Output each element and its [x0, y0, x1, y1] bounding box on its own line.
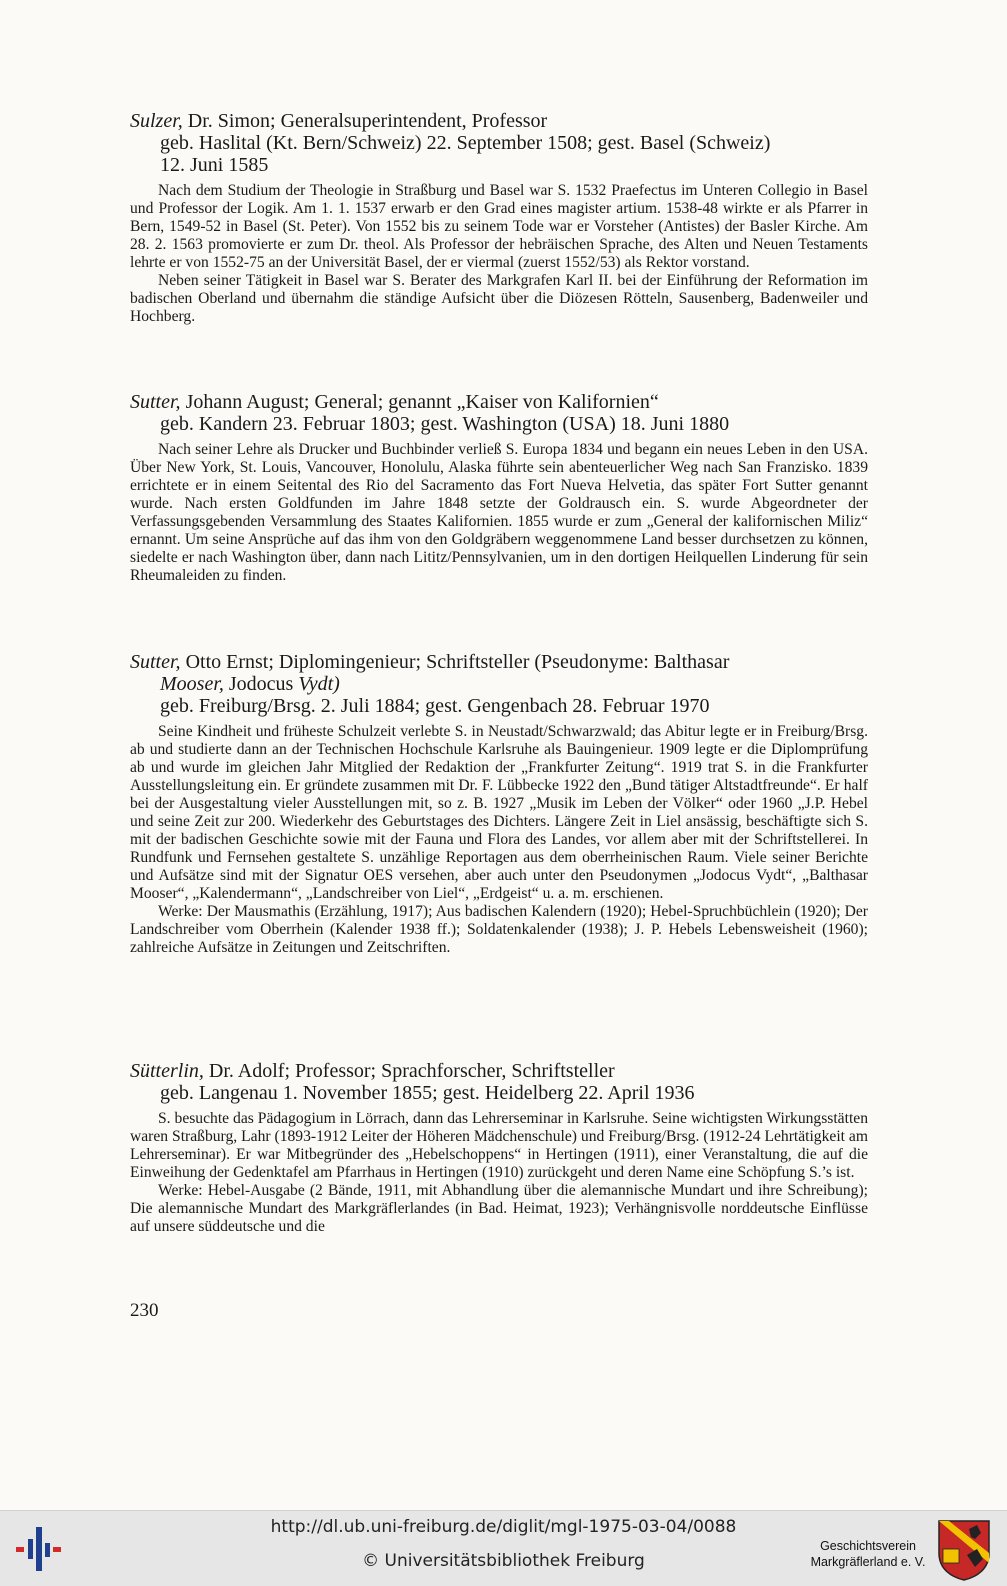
pseudonym-plain: Jodocus	[223, 673, 299, 695]
life-line: 12. Juni 1585	[160, 154, 269, 176]
entry-paragraph: Werke: Hebel-Ausgabe (2 Bände, 1911, mit Abhandlung über die alemannische Mundart und ihre Schreibung); Die alemannische Mundart des Markgräflerlandes (in Bad. Heimat, 1923); Verhängnisvolle norddeutsche Einflüsse auf unsere süddeutsche und die	[130, 1182, 868, 1235]
entry-heading	[130, 651, 868, 695]
society-line: Geschichtsverein	[820, 1539, 916, 1553]
entry-suetterlin	[130, 1060, 868, 1236]
pseudonym-italic: Vydt)	[298, 673, 340, 695]
entry-paragraph: Neben seiner Tätigkeit in Basel war S. Berater des Markgrafen Karl II. bei der Einführung der Reformation im badischen Oberland und übernahm die ständige Aufsicht über die Diözesen Rötteln, Sausenberg, Badenweiler und Hochberg.	[130, 272, 868, 325]
entry-paragraph: Seine Kindheit und früheste Schulzeit verlebte S. in Neustadt/Schwarzwald; das Abitur legte er in Freiburg/Brsg. ab und studierte dann an der Technischen Hochschule Karlsruhe als Bauingenieur. 1909 legte er die Diplomprüfung ab und wurde im gleichen Jahr Mitglied der Redaktion der „Frankfurter Zeitung“. 1919 trat S. in die Frankfurter Ausstellungsleitung ein. Er gründete zusammen mit Dr. F. Lübbecke 1922 den „Bund tätiger Altstadtfreunde“. Er half bei der Ausgestaltung vieler Ausstellungen mit, so z. B. 1927 „Musik im Leben der Völker“ oder 1960 „J.P. Hebel und seine Zeit zur 200. Wiederkehr des Geburtstages des Dichters. Längere Zeit in Liel ansässig, beschäftigte sich S. mit der badischen Geschichte sowie mit der Fauna und Flora des Landes, vor allem aber mit der Schriftstellerei. In Rundfunk und Fernsehen gestaltete S. unzählige Reportagen aus dem oberrheinischen Raum. Viele seiner Berichte und Aufsätze sind mit der Signatur OES versehen, aber auch unter den Pseudonymen „Jodocus Vydt“, „Balthasar Mooser“, „Kalendermann“, „Landschreiber von Liel“, „Erdgeist“ u. a. m. erschienen.	[130, 723, 868, 902]
entry-paragraph: Werke: Der Mausmathis (Erzählung, 1917); Aus badischen Kalendern (1920); Hebel-Spruchbüchlein (1920); Der Landschreiber vom Oberrhein (Kalender 1938 ff.); Soldatenkalender (1938); J. P. Hebels Lebensweisheit (1960); zahlreiche Aufsätze in Zeitungen und Zeitschriften.	[130, 903, 868, 956]
life-line: geb. Langenau 1. November 1855; gest. Heidelberg 22. April 1936	[160, 1082, 695, 1104]
page-number: 230	[130, 1300, 159, 1321]
entry-name: Sütterlin,	[130, 1060, 204, 1082]
life-line: geb. Haslital (Kt. Bern/Schweiz) 22. September 1508; gest. Basel (Schweiz)	[160, 132, 771, 154]
footer-url-link[interactable]: http://dl.ub.uni-freiburg.de/diglit/mgl-1975-03-04/0088	[270, 1517, 737, 1537]
entry-sulzer	[130, 110, 868, 326]
entry-heading	[130, 391, 868, 413]
entry-name: Sulzer,	[130, 110, 183, 132]
footer-bar	[0, 1510, 1007, 1586]
entry-title-continuation	[130, 673, 868, 695]
society-line: Markgräflerland e. V.	[810, 1555, 926, 1569]
entry-title: Otto Ernst; Diplomingenieur; Schriftsteller (Pseudonyme: Balthasar	[180, 651, 730, 673]
footer-copyright: © Universitätsbibliothek Freiburg	[362, 1551, 645, 1571]
entry-life-dates	[130, 695, 868, 717]
society-name	[808, 1538, 928, 1570]
entry-sutter-otto	[130, 651, 868, 957]
entry-title: Dr. Adolf; Professor; Sprachforscher, Schriftsteller	[203, 1060, 615, 1082]
entry-sutter-johann	[130, 391, 868, 585]
entry-life-dates	[130, 132, 868, 176]
entry-name: Sutter,	[130, 391, 181, 413]
entry-heading	[130, 1060, 868, 1082]
entry-paragraph: Nach seiner Lehre als Drucker und Buchbinder verließ S. Europa 1834 und begann ein neues Leben in den USA. Über New York, St. Louis, Vancouver, Honolulu, Alaska führte sein abenteuerlicher Weg nach San Franzisko. 1839 errichtete er in einem Seitental des Rio del Sacramento das Fort Nueva Helvetia, das später Fort Sutter genannt wurde. Nach ersten Goldfunden im Jahre 1848 setzte der Goldrausch ein. S. wurde Abgeordneter der Verfassungsgebenden Versammlung des Staates Kalifornien. 1855 wurde er zum „General der kalifornischen Miliz“ ernannt. Um seine Ansprüche auf das ihm von den Goldgräbern weggenommene Land besser durchsetzen zu können, siedelte er nach Washington über, dann nach Lititz/Pennsylvanien, um in den dortigen Heilquellen Linderung für sein Rheumaleiden zu finden.	[130, 441, 868, 584]
entry-life-dates	[130, 1082, 868, 1104]
entry-paragraph: Nach dem Studium der Theologie in Straßburg und Basel war S. 1532 Praefectus im Unteren Collegio in Basel und Professor der Logik. Am 1. 1. 1537 erwarb er den Grad eines magister artium. 1538-48 wirkte er als Pfarrer in Bern, 1549-52 in Basel (St. Peter). Von 1552 bis zu seinem Tode war er Vorsteher (Antistes) der Basler Kirche. Am 28. 2. 1563 promovierte er zum Dr. theol. Als Professor der hebräischen Sprache, des Alten und Neuen Testaments lehrte er von 1552-75 an der Universität Basel, der er viermal (zuerst 1552/53) als Rektor vorstand.	[130, 182, 868, 271]
pseudonym-italic: Mooser,	[160, 673, 224, 695]
entry-title: Dr. Simon; Generalsuperintendent, Professor	[182, 110, 548, 132]
entry-paragraph: S. besuchte das Pädagogium in Lörrach, dann das Lehrerseminar in Karlsruhe. Seine wichtigsten Wirkungsstätten waren Straßburg, Lahr (1893-1912 Leiter der Höheren Mädchenschule) und Freiburg/Brsg. (1912-24 Lehrtätigkeit am Lehrerseminar). Er war Mitbegründer des „Hebelschoppens“ in Hertingen (1911), einer Veranstaltung, die auf die Einweihung der Gedenktafel am Pfarrhaus in Hertingen (1910) zurückgeht und deren Name eine Schöpfung S.’s ist.	[130, 1110, 868, 1181]
entry-heading	[130, 110, 868, 132]
entry-name: Sutter,	[130, 651, 181, 673]
entry-life-dates	[130, 413, 868, 435]
coat-of-arms-icon	[937, 1519, 991, 1581]
life-line: geb. Kandern 23. Februar 1803; gest. Washington (USA) 18. Juni 1880	[160, 413, 730, 435]
entry-title: Johann August; General; genannt „Kaiser von Kalifornien“	[180, 391, 659, 413]
life-line: geb. Freiburg/Brsg. 2. Juli 1884; gest. Gengenbach 28. Februar 1970	[160, 695, 710, 717]
